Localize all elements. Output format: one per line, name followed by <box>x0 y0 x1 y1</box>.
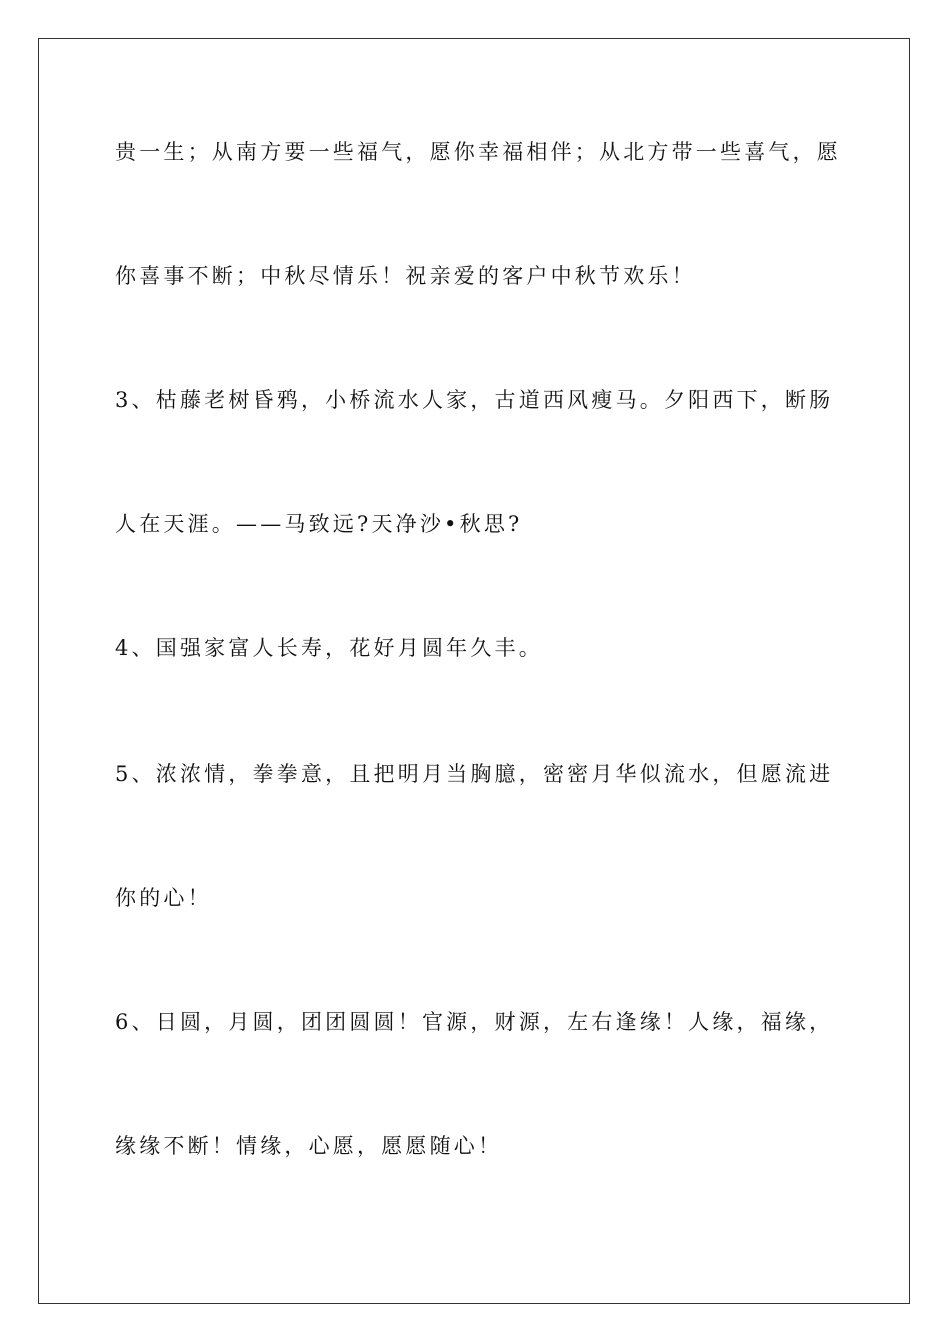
text-line-3: 3、枯藤老树昏鸦，小桥流水人家，古道西风瘦马。夕阳西下，断肠 <box>115 388 834 412</box>
text-line-4: 人在天涯。——马致远?天净沙•秋思? <box>115 512 523 536</box>
text-line-9: 缘缘不断！情缘，心愿，愿愿随心！ <box>115 1134 503 1158</box>
text-line-1: 贵一生；从南方要一些福气，愿你幸福相伴；从北方带一些喜气，愿 <box>115 140 841 164</box>
text-line-6: 5、浓浓情，拳拳意，且把明月当胸臆，密密月华似流水，但愿流进 <box>115 762 834 786</box>
page-frame <box>38 38 910 1304</box>
text-line-2: 你喜事不断；中秋尽情乐！祝亲爱的客户中秋节欢乐！ <box>115 264 696 288</box>
text-line-5: 4、国强家富人长寿，花好月圆年久丰。 <box>115 636 543 660</box>
text-line-8: 6、日圆，月圆，团团圆圆！官源，财源，左右逢缘！人缘，福缘， <box>115 1010 834 1034</box>
text-line-7: 你的心！ <box>115 886 212 910</box>
